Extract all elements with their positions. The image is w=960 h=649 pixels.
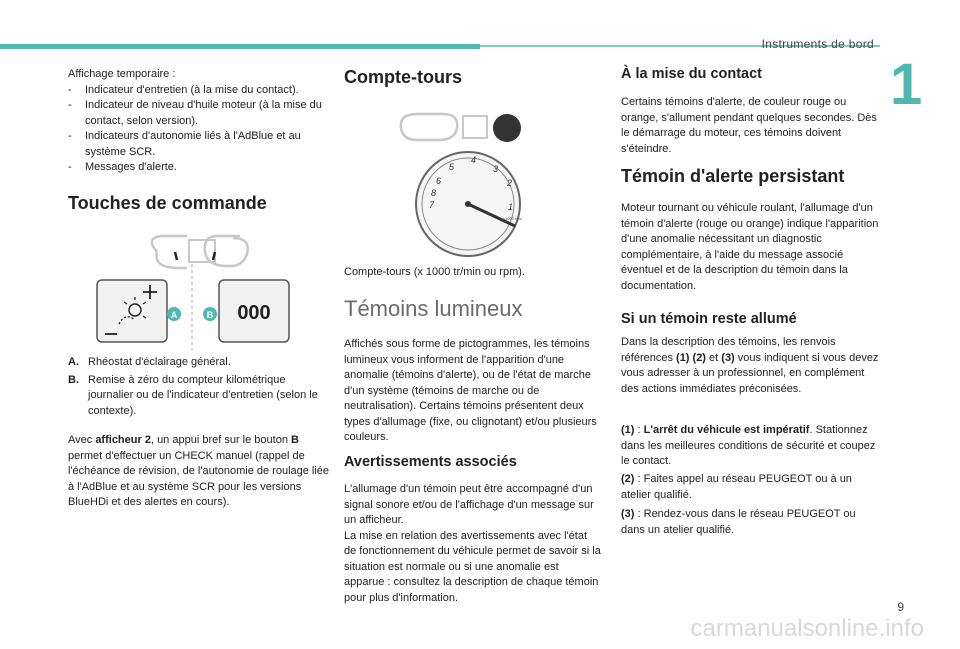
persistant-title: Témoin d'alerte persistant: [621, 166, 845, 186]
mise-text: Certains témoins d'alerte, de couleur rouge ou orange, s'allument pendant quelques secondes. Dès le démarrage du moteur, ces témoins doivent s'éteindre.: [621, 96, 877, 155]
display-list: [68, 83, 330, 176]
label-b: B: [206, 310, 214, 320]
legend-item-b: B. Remise à zéro du compteur kilométrique journalier ou de l'indicateur d'entretien (selon le contexte).: [68, 373, 318, 417]
touches-title: Touches de commande: [68, 193, 267, 213]
compte-title: Compte-tours: [344, 67, 462, 87]
temoins-title: Témoins lumineux: [344, 296, 523, 321]
label-a: A: [170, 310, 178, 320]
note-1: (1) : L'arrêt du véhicule est impératif. Stationnez dans les meilleures conditions de sécurité et coupez le contact.: [621, 424, 876, 467]
tach-label-7: 7: [429, 200, 435, 210]
avert-text: [344, 482, 602, 606]
tach-unit-text: x1000 rpm: [503, 216, 522, 221]
watermark: carmanualsonline.info: [690, 615, 924, 642]
tach-label-6: 6: [436, 176, 442, 186]
persistant-text: Moteur tournant ou véhicule roulant, l'allumage d'un témoin d'alerte (rouge ou orange) indique l'apparition d'une anomalie nécessitant un diagnostic complémentaire, à l'aide du message associé éventuel et de la description du témoin dans la documentation.: [621, 202, 879, 292]
list-item: - Indicateur de niveau d'huile moteur (à la mise du contact, selon version).: [68, 99, 322, 127]
temoins-text: Affichés sous forme de pictogrammes, les témoins lumineux vous informent de l'apparition d'une anomalie (témoins d'alerte), ou de l'état de marche d'un système (témoins de marche ou de neutralisation). Certains témoins présentent deux types d'allumage (fixe, ou clignotant) et/ou plusieurs couleurs.: [344, 338, 597, 443]
note-3: (3) : Rendez-vous dans le réseau PEUGEOT ou dans un atelier qualifié.: [621, 508, 856, 536]
legend-item-a: A. Rhéostat d'éclairage général.: [68, 356, 231, 368]
tach-caption: Compte-tours (x 1000 tr/min ou rpm).: [344, 266, 525, 278]
note-2: (2) : Faites appel au réseau PEUGEOT ou à un atelier qualifié.: [621, 473, 852, 501]
check-paragraph: Avec afficheur 2, un appui bref sur le bouton B permet d'effectuer un CHECK manuel (rappel de l'échéance de révision, de l'autonomie de roulage liée à l'AdBlue et au système SCR pour les versions BlueHDi et des alertes en cours).: [68, 434, 330, 508]
page-number: 9: [897, 600, 904, 614]
control-buttons-figure: [95, 232, 295, 350]
persistant-heading-wrap: [621, 166, 883, 186]
touches-heading-wrap: [68, 193, 338, 213]
header-accent-bar: [0, 44, 480, 49]
avert-heading-wrap: [344, 455, 602, 471]
intro-text: Affichage temporaire :: [68, 68, 176, 80]
legend: [68, 355, 333, 421]
tach-label-5: 5: [449, 162, 455, 172]
counter-display: 000: [237, 302, 271, 324]
reste-heading-wrap: [621, 312, 883, 328]
chapter-number: 1: [890, 52, 923, 117]
compte-heading-wrap: [344, 67, 594, 87]
tach-label-2: 2: [507, 178, 513, 188]
mise-title: À la mise du contact: [621, 66, 763, 82]
list-item: - Messages d'alerte.: [68, 161, 177, 173]
tach-label-3: 3: [493, 164, 499, 174]
list-item: - Indicateur d'entretien (à la mise du contact).: [68, 83, 299, 96]
avert-paragraph-1: L'allumage d'un témoin peut être accompagné d'un signal sonore et/ou de l'affichage d'un message sur un afficheur.: [344, 483, 594, 526]
tachometer-figure: [393, 108, 543, 258]
reste-text: Dans la description des témoins, les renvois références (1) (2) et (3) vous indiquent si vous devez vous adresser à un professionnel, en complément des actions immédiates préconisées.: [621, 336, 879, 395]
avert-title: Avertissements associés: [344, 454, 517, 470]
reste-title: Si un témoin reste allumé: [621, 311, 797, 327]
mise-heading-wrap: [621, 67, 883, 83]
section-title: Instruments de bord: [761, 37, 874, 51]
avert-paragraph-2: La mise en relation des avertissements avec l'état de fonctionnement du véhicule permet de savoir si la situation est normale ou si une anomalie est apparue : consultez la description de chaque témoin pour plus d'information.: [344, 529, 601, 604]
tach-label-4: 4: [471, 155, 477, 165]
tach-label-1: 1: [508, 202, 514, 212]
column-1: [68, 67, 330, 176]
list-item: - Indicateurs d'autonomie liés à l'AdBlue et au système SCR.: [68, 130, 301, 158]
tach-label-8: 8: [431, 188, 437, 198]
temoins-heading-wrap: [344, 296, 604, 321]
